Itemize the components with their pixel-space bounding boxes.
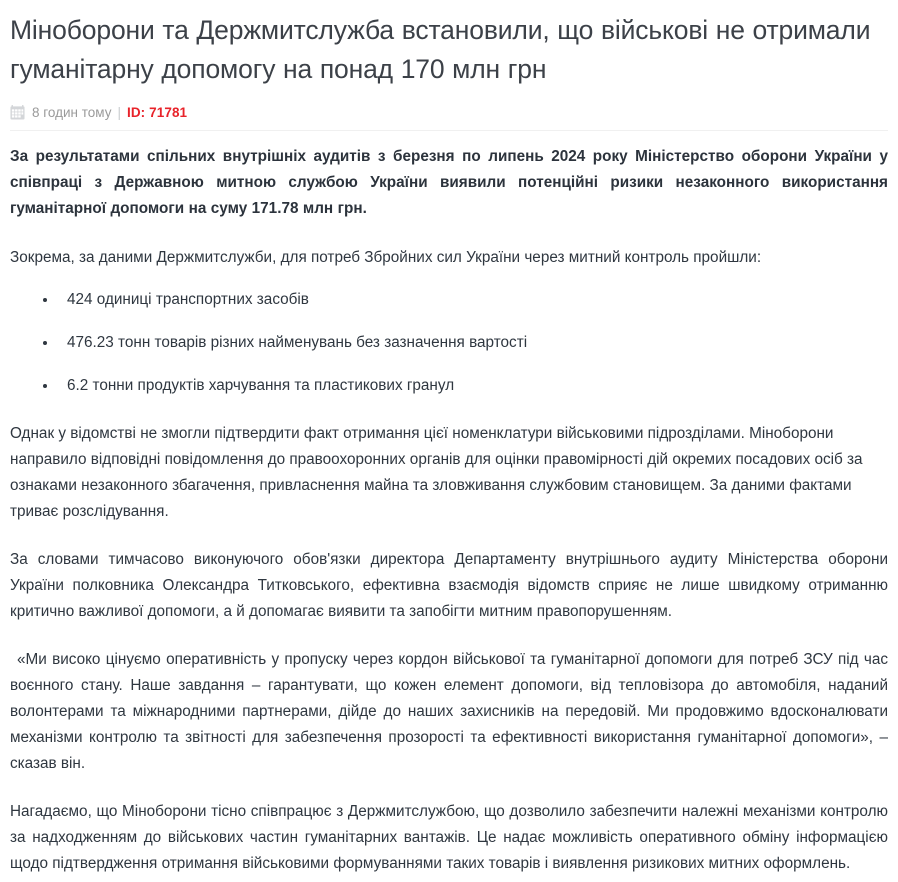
publish-time: 8 годин тому — [32, 104, 112, 120]
lead-paragraph: За результатами спільних внутрішніх аудитів з березня по липень 2024 року Міністерство оборони України у співпраці з Державною митною службою України виявили потенційні ризики незаконного використання гуманітарної допомоги на суму 171.78 млн грн. — [10, 148, 888, 217]
body-paragraph-conclusion: Нагадаємо, що Міноборони тісно співпрацює з Держмитслужбою, що дозволило забезпечити належні механізми контролю за надходженням до військових частин гуманітарних вантажів. Це надає можливість оперативного обміну інформацією щодо підтвердження отримання військовими формуваннями таких товарів і виявлення ризикових митних оформлень. — [10, 803, 888, 872]
meta-divider — [10, 130, 888, 131]
calendar-icon — [10, 105, 25, 120]
customs-items-list — [10, 287, 888, 399]
meta-separator: | — [117, 104, 121, 120]
page-title: Міноборони та Держмитслужба встановили, що військові не отримали гуманітарну допомогу на понад 170 млн грн — [10, 15, 871, 84]
body-paragraph-quote: «Ми високо цінуємо оперативність у пропуску через кордон військової та гуманітарної допомоги для потреб ЗСУ під час воєнного стану. Наше завдання – гарантувати, що кожен елемент допомоги, від тепловізора до автомобіля, наданий волонтерами та міжнародними партнерами, дійде до наших захисників на передовій. Ми продовжимо вдосконалювати механізми контролю та звітності для забезпечення прозорості та ефективності використання гуманітарної допомоги», – сказав він. — [10, 651, 888, 772]
intro-paragraph: Зокрема, за даними Держмитслужби, для потреб Збройних сил України через митний контроль пройшли: — [10, 249, 762, 266]
list-item: 424 одиниці транспортних засобів — [10, 287, 888, 313]
list-item: 6.2 тонни продуктів харчування та пластикових гранул — [10, 373, 888, 399]
article-meta — [10, 103, 888, 121]
article-id-badge: ID: 71781 — [126, 104, 188, 120]
body-paragraph-investigation: Однак у відомстві не змогли підтвердити факт отримання цієї номенклатури військовими підрозділами. Міноборони направило відповідні повідомлення до правоохоронних органів для оцінки правомірності дій окремих посадових осіб за ознаками незаконного збагачення, привласнення майна та зловживання службовим становищем. За даними фактами триває розслідування. — [10, 425, 863, 520]
body-paragraph-official: За словами тимчасово виконуючого обов'язки директора Департаменту внутрішнього аудиту Міністерства оборони України полковника Олександра Титковського, ефективна взаємодія відомств сприяє не лише швидкому отриманню критично важливої допомоги, а й допомагає виявити та запобігти митним правопорушенням. — [10, 551, 888, 620]
list-item: 476.23 тонн товарів різних найменувань без зазначення вартості — [10, 330, 888, 356]
